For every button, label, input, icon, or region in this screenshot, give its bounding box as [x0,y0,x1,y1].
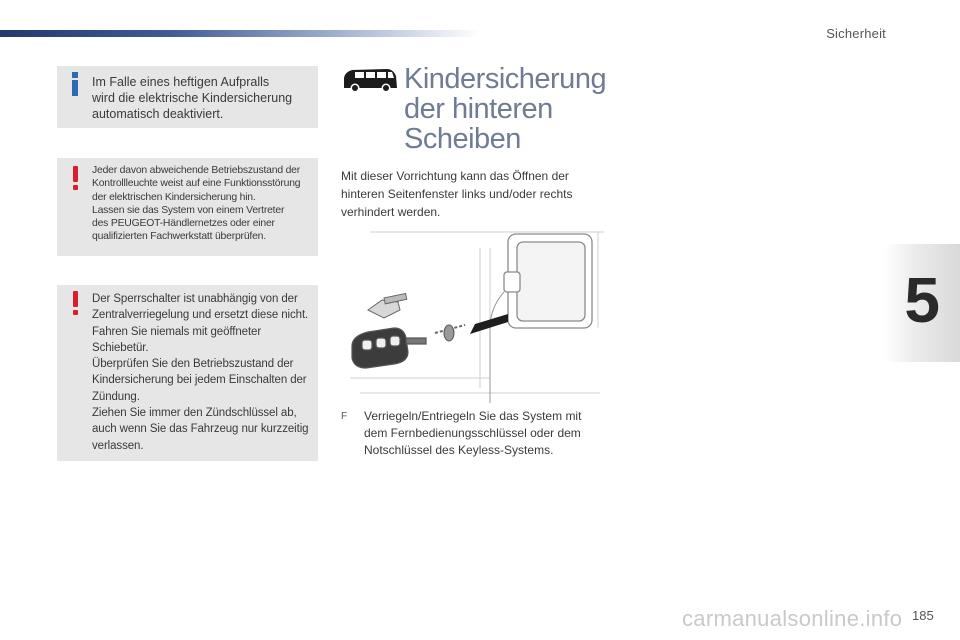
key-lock-illustration [340,228,604,403]
instruction-bullet: F Verriegeln/Entriegeln Sie das System mit dem Fernbedienungsschlüssel oder dem Notschlüssel des Keyless-Systems. [341,409,582,457]
warning-box-2 [57,285,318,461]
page-number: 185 [912,608,934,623]
warning-icon [65,291,85,315]
warning-icon [65,166,85,190]
section-title: Kindersicherung der hinteren Scheiben [404,63,607,155]
bullet-arrow-icon: F [341,411,348,422]
header-gradient-bar [0,30,480,37]
warning-box-1 [57,158,318,256]
info-box-text: Im Falle eines heftigen Aufpralls wird die elektrische Kindersicherung automatisch deaktiviert. [92,75,293,121]
info-icon [65,72,85,96]
van-icon [341,66,399,94]
warning-box-1-text: Jeder davon abweichende Betriebszustand der Kontrollleuchte weist auf eine Funktionsstörung der elektrischen Kindersicherung hin. Lassen sie das System von einem Vertreter des PEUGEOT-Händlernetzes oder einer qualifizierten Fachwerkstatt überprüfen. [92,165,301,243]
intro-paragraph: Mit dieser Vorrichtung kann das Öffnen der hinteren Seitenfenster links und/oder rechts verhindert werden. [341,169,573,219]
section-label: Sicherheit [826,26,886,41]
warning-box-2-text: Der Sperrschalter ist unabhängig von der Zentralverriegelung und ersetzt diese nicht. Fahren Sie niemals mit geöffneter Schiebetür. Überprüfen Sie den Betriebszustand der Kindersicherung bei jedem Einschalten der Zündung. Ziehen Sie immer den Zündschlüssel ab, auch wenn Sie das Fahrzeug nur kurzzeitig verlassen. [92,293,309,452]
watermark: carmanualsonline.info [682,606,903,631]
info-box [57,66,318,128]
chapter-number: 5 [904,264,940,336]
